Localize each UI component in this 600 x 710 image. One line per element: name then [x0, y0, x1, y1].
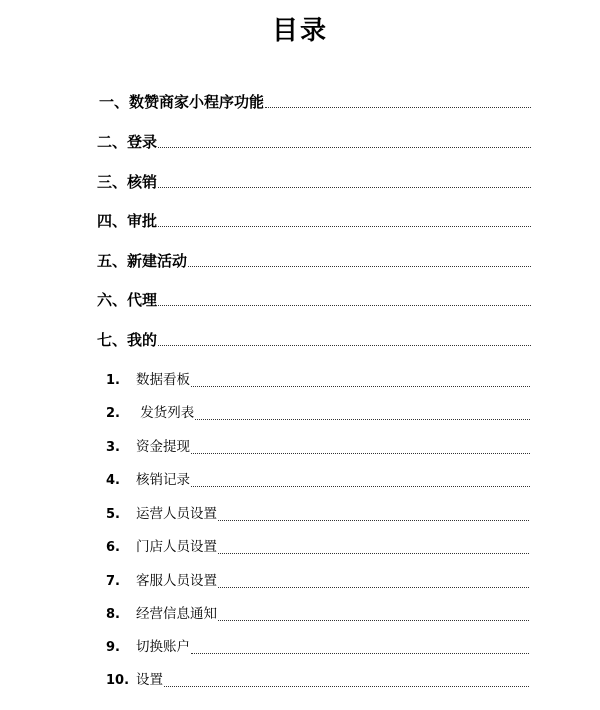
toc-subentry-label: 资金提现	[136, 439, 190, 455]
toc-entry-3[interactable]	[97, 169, 531, 191]
dot-leader	[158, 226, 531, 227]
toc-entry-1[interactable]	[99, 89, 531, 111]
toc-subentry-7[interactable]	[106, 569, 529, 591]
toc-subentry-number: 2.	[106, 406, 120, 421]
toc-subentry-number: 9.	[106, 640, 120, 655]
toc-subentry-number: 6.	[106, 540, 120, 555]
dot-leader	[188, 266, 531, 267]
dot-leader	[195, 419, 530, 420]
toc-entry-5[interactable]	[97, 248, 531, 270]
toc-entry-label: 五、新建活动	[97, 252, 188, 270]
dot-leader	[158, 345, 531, 346]
toc-entry-label: 三、核销	[97, 173, 158, 191]
toc-entry-label: 六、代理	[97, 291, 158, 309]
toc-entry-4[interactable]	[97, 208, 531, 230]
toc-subentry-label: 设置	[136, 672, 163, 688]
toc-subentry-10[interactable]	[106, 668, 529, 690]
toc-subentry-8[interactable]	[106, 602, 529, 624]
dot-leader	[218, 553, 529, 554]
toc-subentry-label: 核销记录	[136, 472, 190, 488]
toc-subentry-label: 门店人员设置	[136, 539, 217, 555]
dot-leader	[218, 620, 529, 621]
dot-leader	[265, 107, 531, 108]
toc-subentry-label: 发货列表	[136, 405, 195, 421]
toc-subentry-label: 运营人员设置	[136, 506, 217, 522]
toc-subentry-6[interactable]	[106, 535, 529, 557]
dot-leader	[191, 386, 530, 387]
toc-subentry-label: 经营信息通知	[136, 606, 217, 622]
dot-leader	[158, 147, 531, 148]
toc-subentry-5[interactable]	[106, 502, 529, 524]
toc-subentry-label: 切换账户	[136, 639, 190, 655]
toc-entry-label: 四、审批	[97, 212, 158, 230]
dot-leader	[158, 305, 531, 306]
page-title: 目录	[271, 16, 328, 46]
toc-subentry-number: 10.	[106, 673, 130, 688]
toc-entry-label: 一、数赞商家小程序功能	[99, 93, 265, 111]
toc-subentry-2[interactable]	[106, 401, 530, 423]
toc-subentry-4[interactable]	[106, 468, 530, 490]
toc-subentry-number: 4.	[106, 473, 120, 488]
toc-subentry-number: 7.	[106, 574, 120, 589]
dot-leader	[158, 187, 531, 188]
toc-entry-7[interactable]	[97, 327, 531, 349]
toc-subentry-number: 1.	[106, 373, 120, 388]
dot-leader	[191, 453, 530, 454]
toc-subentry-number: 8.	[106, 607, 120, 622]
toc-entry-label: 二、登录	[97, 133, 158, 151]
toc-entry-2[interactable]	[97, 129, 531, 151]
dot-leader	[218, 587, 529, 588]
dot-leader	[218, 520, 529, 521]
toc-entry-6[interactable]	[97, 287, 531, 309]
toc-subentry-number: 3.	[106, 440, 120, 455]
toc-subentry-3[interactable]	[106, 435, 530, 457]
toc-subentry-number: 5.	[106, 507, 120, 522]
dot-leader	[191, 486, 530, 487]
toc-subentry-1[interactable]	[106, 368, 530, 390]
toc-subentry-label: 客服人员设置	[136, 573, 217, 589]
dot-leader	[191, 653, 529, 654]
toc-entry-label: 七、我的	[97, 331, 158, 349]
toc-subentry-9[interactable]	[106, 635, 529, 657]
toc-subentry-label: 数据看板	[136, 372, 190, 388]
dot-leader	[164, 686, 529, 687]
